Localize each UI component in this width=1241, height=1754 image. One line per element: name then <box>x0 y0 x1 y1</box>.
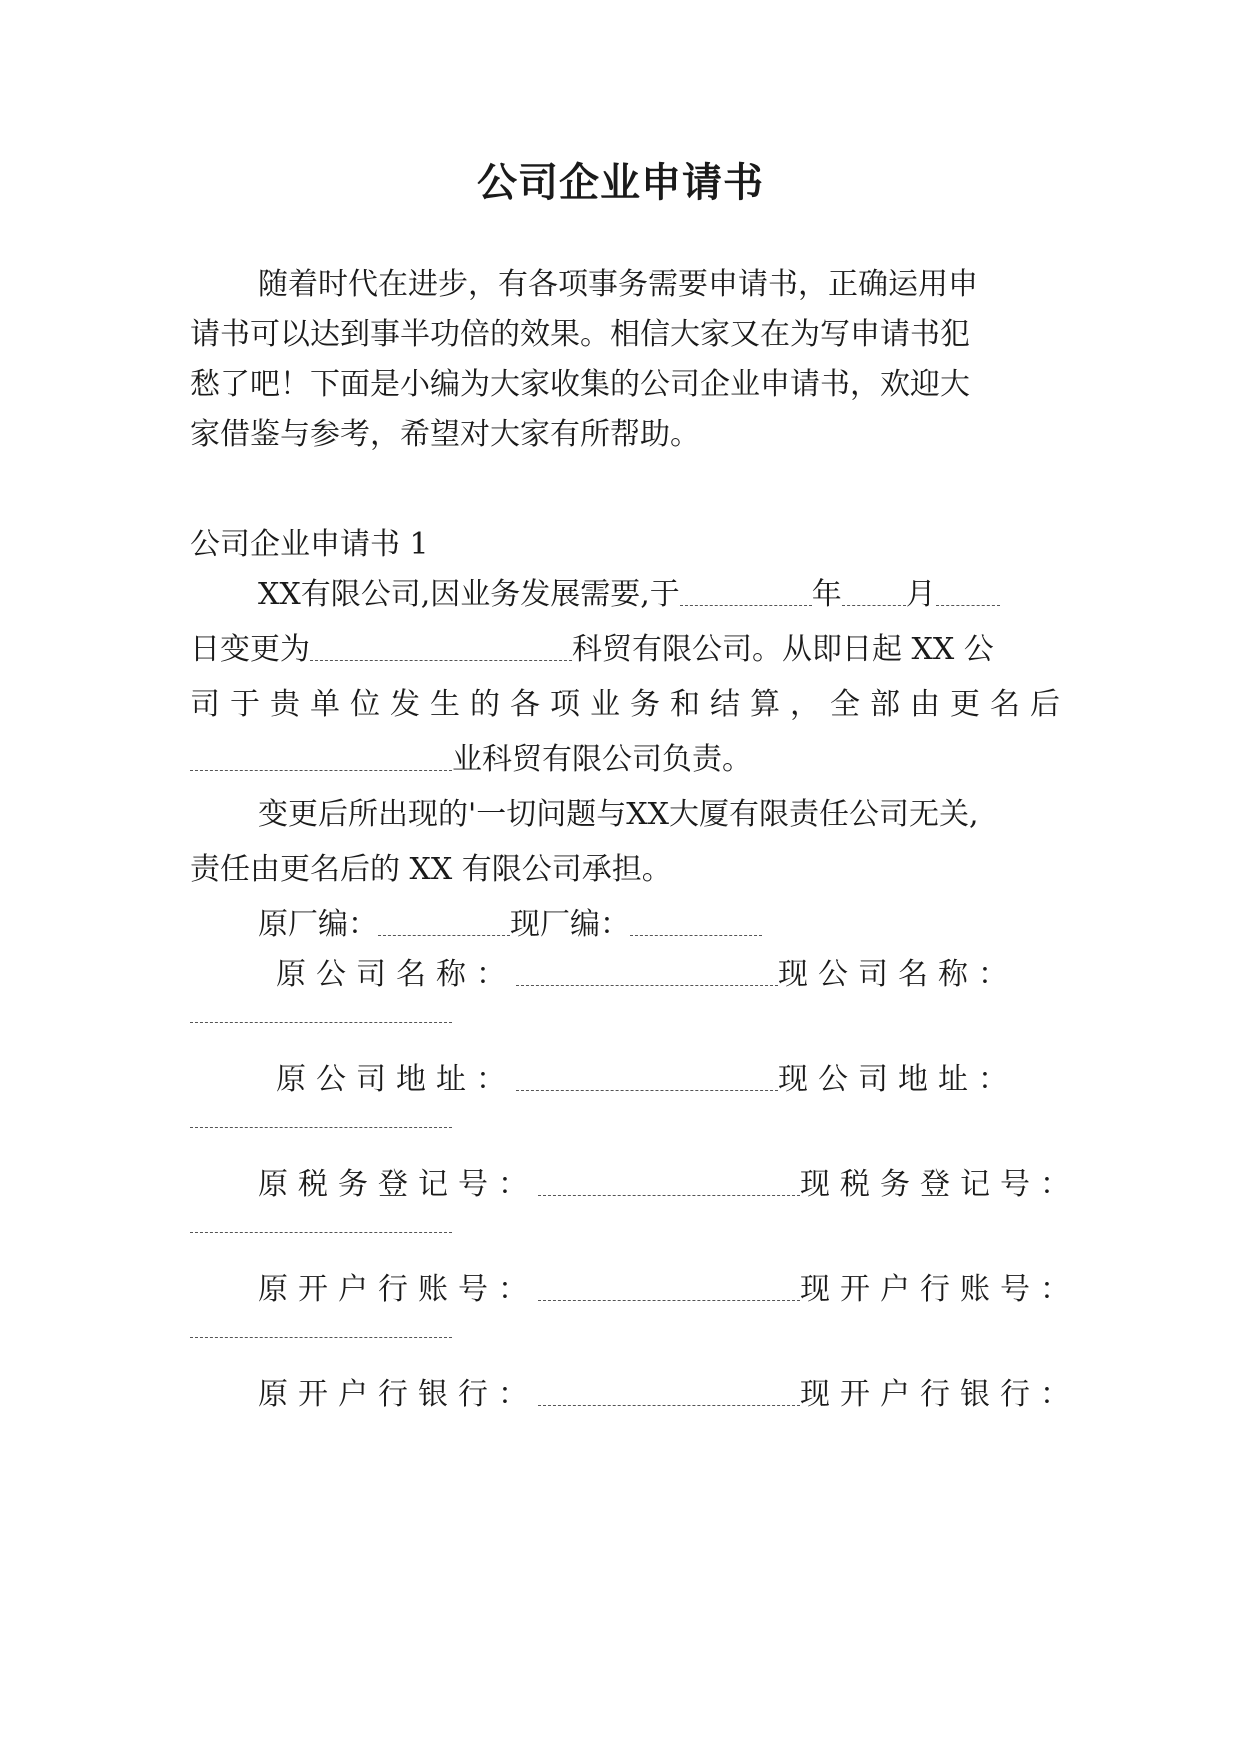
intro-line-3: 愁了吧！下面是小编为大家收集的公司企业申请书，欢迎大 <box>190 367 970 402</box>
month-label: 月 <box>905 577 936 612</box>
paragraph-1-text-e: 业科贸有限公司负责。 <box>452 742 752 777</box>
new-company-address-blank <box>190 1127 452 1128</box>
old-company-name-blank <box>516 955 778 986</box>
month-blank <box>842 575 906 606</box>
new-bank-account-label: 现开户行账号： <box>800 1272 1080 1307</box>
new-company-name-label: 现公司名称： <box>778 957 1018 992</box>
new-bank-name-label: 现开户行银行： <box>800 1377 1080 1412</box>
new-factory-blank <box>630 905 762 936</box>
new-factory-label: 现厂编： <box>510 907 630 942</box>
old-factory-label: 原厂编： <box>258 907 378 942</box>
old-tax-number-label: 原税务登记号： <box>258 1167 538 1202</box>
field-company-address <box>276 1060 1018 1100</box>
field-bank-name <box>258 1375 1080 1415</box>
paragraph-1-line-4 <box>190 740 752 780</box>
field-tax-number <box>258 1165 1080 1205</box>
intro-line-1: 随着时代在进步，有各项事务需要申请书，正确运用申 <box>258 267 978 302</box>
old-company-name-label: 原公司名称： <box>276 957 516 992</box>
new-company-address-label: 现公司地址： <box>778 1062 1018 1097</box>
paragraph-1-text-c: 科贸有限公司。从即日起 XX 公 <box>572 632 994 667</box>
new-bank-account-blank <box>190 1337 452 1338</box>
year-blank <box>680 575 812 606</box>
field-bank-account <box>258 1270 1080 1310</box>
year-label: 年 <box>811 577 842 612</box>
section-heading: 公司企业申请书 1 <box>190 527 429 562</box>
paragraph-1-line-3: 司于贵单位发生的各项业务和结算，全部由更名后 <box>190 687 1070 722</box>
new-company-name-blank <box>190 1022 452 1023</box>
old-bank-account-blank <box>538 1270 800 1301</box>
paragraph-1-text-a: XX有限公司,因业务发展需要,于 <box>258 577 680 612</box>
old-bank-name-label: 原开户行银行： <box>258 1377 538 1412</box>
old-company-address-blank <box>516 1060 778 1091</box>
paragraph-1-line-2 <box>190 630 994 670</box>
factory-code-line <box>258 905 762 945</box>
new-tax-number-blank <box>190 1232 452 1233</box>
paragraph-1-line-1 <box>258 575 1000 615</box>
old-bank-name-blank <box>538 1375 800 1406</box>
old-tax-number-blank <box>538 1165 800 1196</box>
paragraph-2-line-2: 责任由更名后的 XX 有限公司承担。 <box>190 852 672 887</box>
old-company-address-label: 原公司地址： <box>276 1062 516 1097</box>
renamed-company-blank <box>190 740 452 771</box>
document-title: 公司企业申请书 <box>477 160 764 206</box>
intro-line-4: 家借鉴与参考，希望对大家有所帮助。 <box>190 417 700 452</box>
field-company-name <box>276 955 1018 995</box>
paragraph-2-line-1: 变更后所出现的'一切问题与XX大厦有限责任公司无关, <box>258 797 979 832</box>
new-name-blank <box>310 630 572 661</box>
day-blank <box>936 575 1000 606</box>
paragraph-1-text-b: 日变更为 <box>190 632 310 667</box>
new-tax-number-label: 现税务登记号： <box>800 1167 1080 1202</box>
old-factory-blank <box>378 905 510 936</box>
old-bank-account-label: 原开户行账号： <box>258 1272 538 1307</box>
intro-line-2: 请书可以达到事半功倍的效果。相信大家又在为写申请书犯 <box>190 317 970 352</box>
